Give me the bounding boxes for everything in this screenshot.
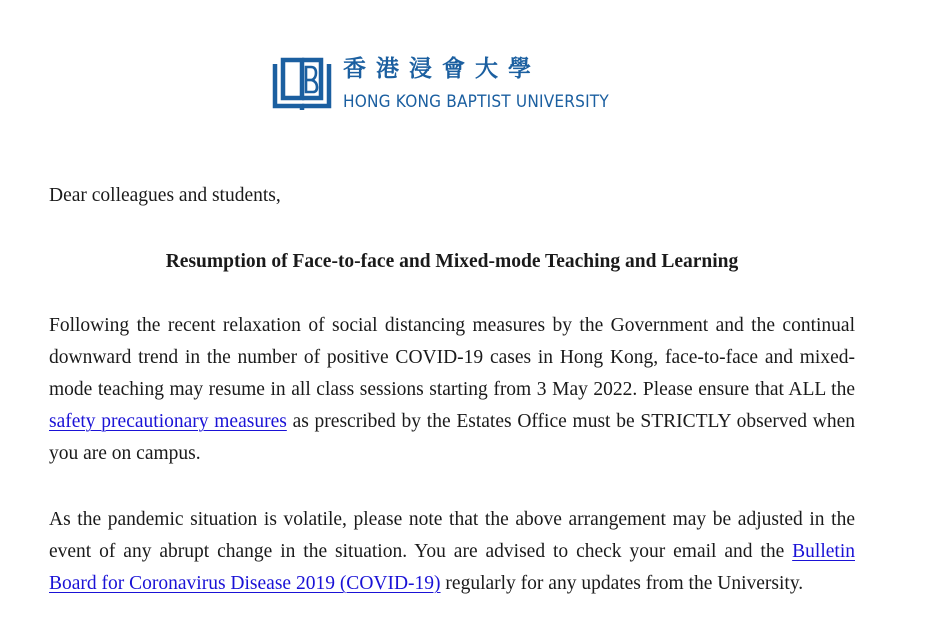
paragraph-resumption	[49, 310, 855, 470]
logo-chinese-name: 香港浸會大學	[343, 56, 541, 82]
paragraph-text: As the pandemic situation is volatile, please note that the above arrangement may be adjusted in the event of any abrupt change in the situation. You are advised to check your email and the	[49, 509, 855, 562]
announcement-title: Resumption of Face-to-face and Mixed-mode Teaching and Learning	[165, 251, 739, 272]
paragraph-advisory	[49, 504, 855, 600]
paragraph-text: Following the recent relaxation of social distancing measures by the Government and the continual downward trend in the number of positive COVID-19 cases in Hong Kong, face-to-face and mixed-mode teaching may resume in all class sessions starting from 3 May 2022. Please ensure that ALL the	[49, 315, 855, 400]
university-logo	[271, 52, 641, 114]
paragraph-text: regularly for any updates from the University.	[440, 573, 804, 594]
safety-measures-link[interactable]: safety precautionary measures	[49, 411, 287, 432]
greeting: Dear colleagues and students,	[49, 185, 281, 206]
logo-english-name: HONG KONG BAPTIST UNIVERSITY	[343, 92, 609, 111]
paragraph-text: as prescribed by the Estates Office must be STRICTLY observed when you are on campus.	[49, 411, 855, 464]
covid-bulletin-board-link[interactable]: Bulletin Board for Coronavirus Disease 2019 (COVID-19)	[49, 541, 855, 594]
hkbu-emblem-icon	[271, 54, 333, 112]
